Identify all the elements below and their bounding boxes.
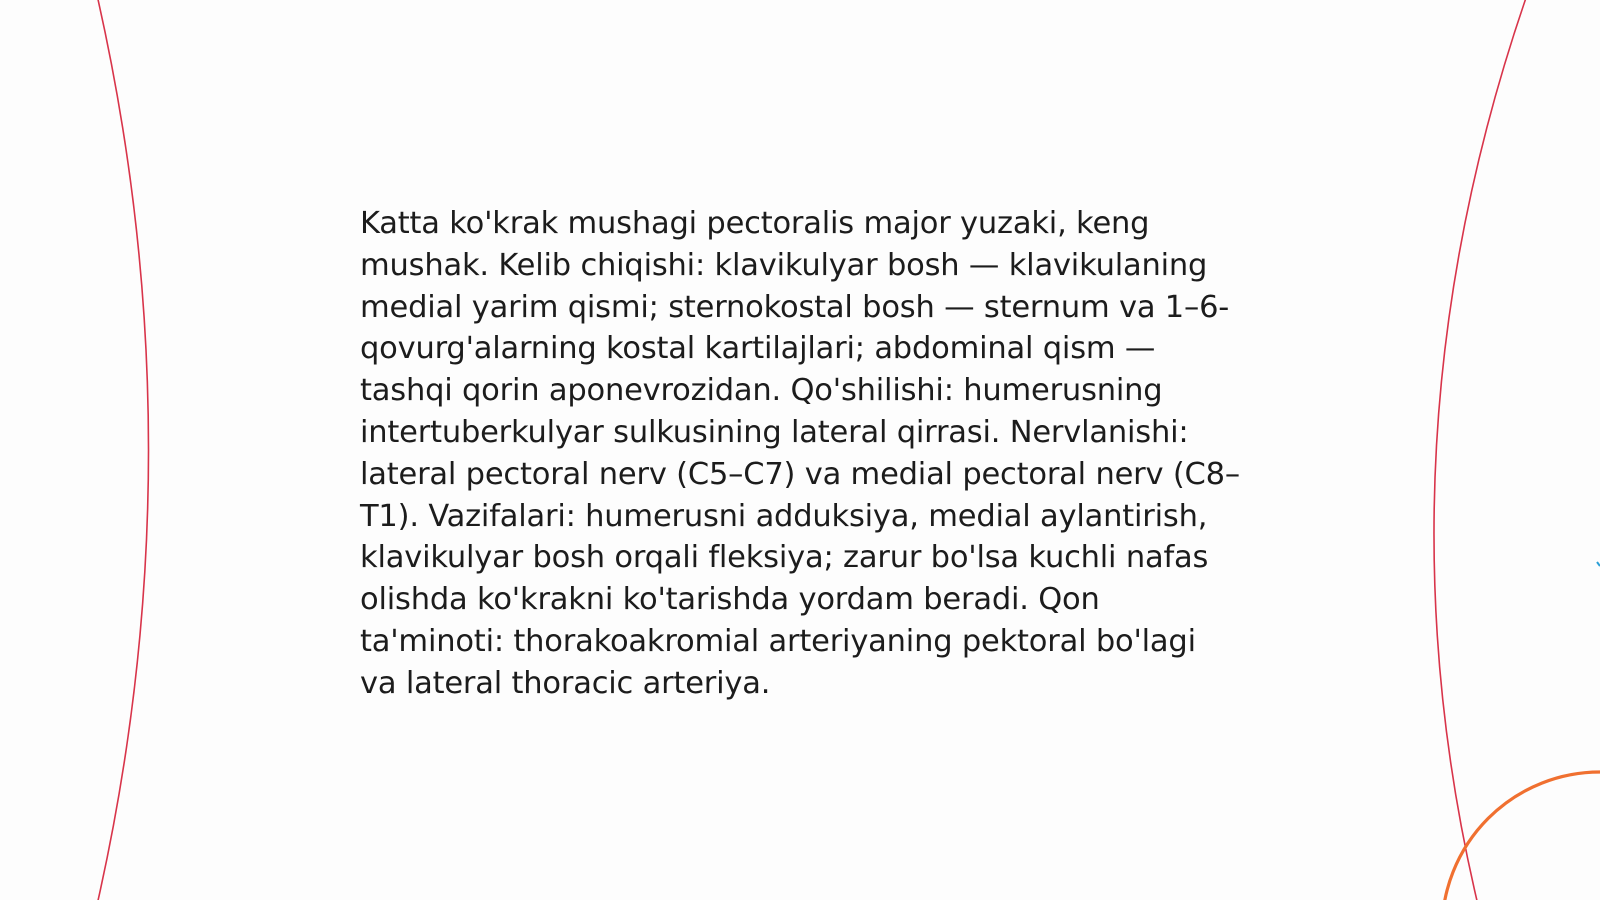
right-decorative-arc [1434,0,1527,900]
left-decorative-arc [97,0,149,900]
slide-body-text: Katta ko'krak mushagi pectoralis major yuzaki, keng mushak. Kelib chiqishi: klavikulyar bosh — klavikulaning medial yarim qismi; sternokostal bosh — sternum va 1–6-qovurg'alarning kostal kartilajlari; abdominal qism — tashqi qorin aponevrozidan. Qo'shilishi: humerusning intertuberkulyar sulkusining lateral qirrasi. Nervlanishi: lateral pectoral nerv (C5–C7) va medial pectoral nerv (C8–T1). Vazifalari: humerusni adduksiya, medial aylantirish, klavikulyar bosh orqali fleksiya; zarur bo'lsa kuchli nafas olishda ko'krakni ko'tarishda yordam beradi. Qon ta'minoti: thorakoakromial arteriyaning pektoral bo'lagi va lateral thoracic arteriya. [360,206,1240,701]
corner-circle-arc [1442,772,1600,900]
